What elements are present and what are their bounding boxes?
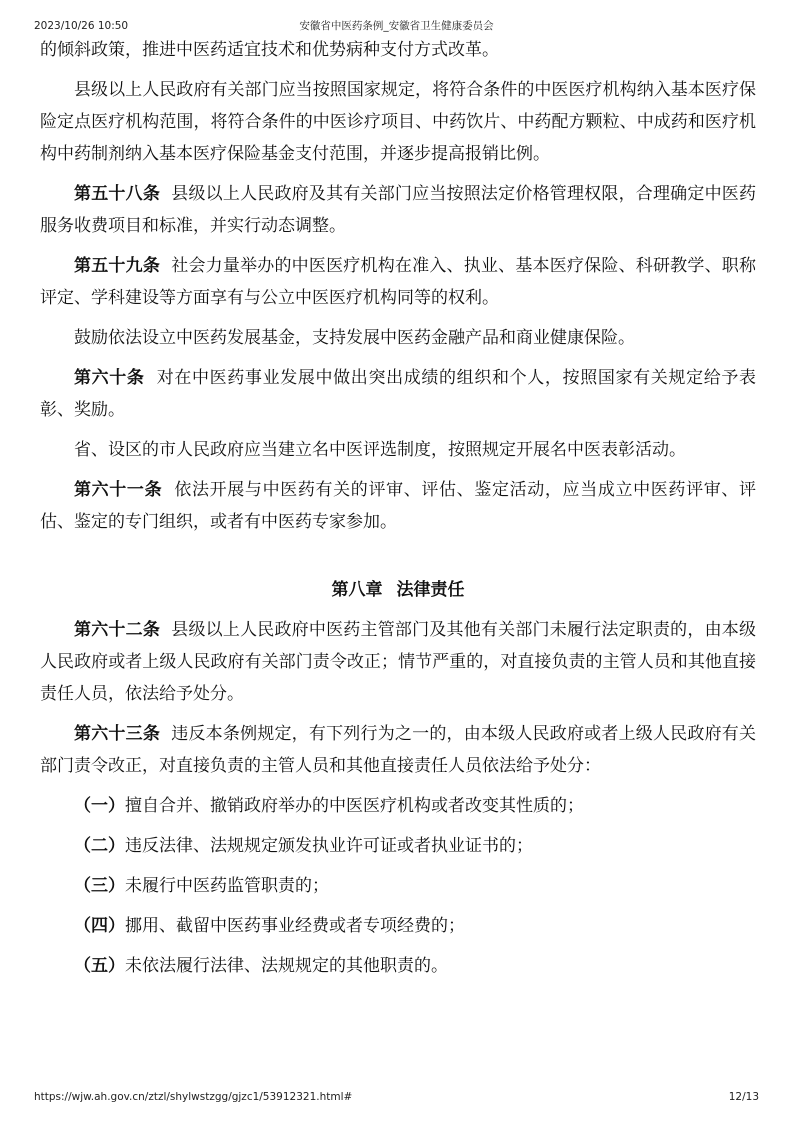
item-text: 未履行中医药监管职责的； — [125, 876, 329, 896]
article-63 — [40, 718, 756, 782]
chapter-number: 第八章 — [331, 580, 383, 600]
article-60 — [40, 362, 756, 426]
article-label: 第五十八条 — [74, 184, 161, 204]
item-number: （二） — [74, 836, 125, 856]
paragraph: 省、设区的市人民政府应当建立名中医评选制度，按照规定开展名中医表彰活动。 — [74, 440, 686, 460]
article-label: 第五十九条 — [74, 256, 161, 276]
article-label: 第六十一条 — [74, 480, 163, 500]
item-text: 未依法履行法律、法规规定的其他职责的。 — [125, 956, 448, 976]
article-text: 县级以上人民政府及其有关部门应当按照法定价格管理权限，合理确定中医药服务收费项目和标准，并实行动态调整。 — [40, 184, 757, 236]
article-text: 县级以上人民政府中医药主管部门及其他有关部门未履行法定职责的，由本级人民政府或者上级人民政府有关部门责令改正；情节严重的，对直接负责的主管人员和其他直接责任人员，依法给予处分。 — [40, 620, 757, 704]
item-text: 挪用、截留中医药事业经费或者专项经费的； — [125, 916, 465, 936]
page-number: 12/13 — [728, 1091, 759, 1103]
list-item — [40, 950, 756, 982]
item-number: （五） — [74, 956, 125, 976]
list-item — [40, 830, 756, 862]
article-label: 第六十二条 — [74, 620, 161, 640]
item-text: 擅自合并、撤销政府举办的中医医疗机构或者改变其性质的； — [125, 796, 584, 816]
article-61 — [40, 474, 756, 538]
item-number: （一） — [74, 796, 125, 816]
chapter-heading — [40, 574, 756, 606]
article-62 — [40, 614, 756, 710]
print-datetime: 2023/10/26 10:50 — [34, 20, 129, 32]
article-label: 第六十三条 — [74, 724, 161, 744]
page-url: https://wjw.ah.gov.cn/ztzl/shylwstzgg/gjzc1/53912321.html# — [34, 1091, 353, 1103]
article-59 — [40, 250, 756, 314]
paragraph: 鼓励依法设立中医药发展基金，支持发展中医药金融产品和商业健康保险。 — [74, 328, 635, 348]
list-item — [40, 870, 756, 902]
item-number: （三） — [74, 876, 125, 896]
article-text: 违反本条例规定，有下列行为之一的，由本级人民政府或者上级人民政府有关部门责令改正，对直接负责的主管人员和其他直接责任人员依法给予处分： — [40, 724, 757, 776]
article-label: 第六十条 — [74, 368, 145, 388]
chapter-title: 法律责任 — [396, 580, 465, 600]
article-58 — [40, 178, 756, 242]
item-number: （四） — [74, 916, 125, 936]
paragraph: 县级以上人民政府有关部门应当按照国家规定，将符合条件的中医医疗机构纳入基本医疗保险定点医疗机构范围，将符合条件的中医诊疗项目、中药饮片、中药配方颗粒、中成药和医疗机构中药制剂纳入基本医疗保险基金支付范围，并逐步提高报销比例。 — [40, 80, 756, 164]
article-text: 依法开展与中医药有关的评审、评估、鉴定活动，应当成立中医药评审、评估、鉴定的专门组织，或者有中医药专家参加。 — [40, 480, 757, 532]
item-text: 违反法律、法规规定颁发执业许可证或者执业证书的； — [125, 836, 533, 856]
page-title: 安徽省中医药条例_安徽省卫生健康委员会 — [299, 20, 494, 32]
list-item — [40, 790, 756, 822]
list-item — [40, 910, 756, 942]
article-text: 社会力量举办的中医医疗机构在准入、执业、基本医疗保险、科研教学、职称评定、学科建设等方面享有与公立中医医疗机构同等的权利。 — [40, 256, 757, 308]
article-text: 对在中医药事业发展中做出突出成绩的组织和个人，按照国家有关规定给予表彰、奖励。 — [40, 368, 757, 420]
document-body — [40, 34, 756, 990]
paragraph: 的倾斜政策，推进中医药适宜技术和优势病种支付方式改革。 — [40, 40, 499, 60]
